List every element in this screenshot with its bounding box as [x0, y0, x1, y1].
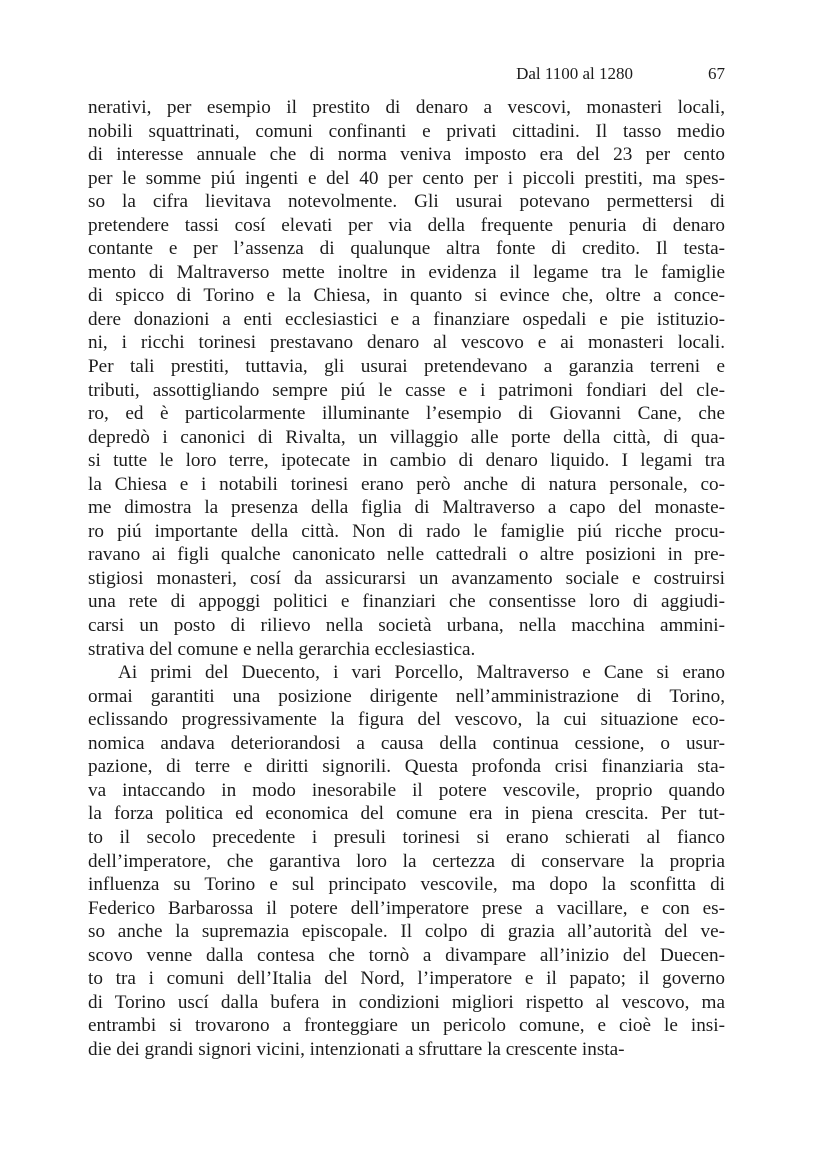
text-line: la Chiesa e i notabili torinesi erano però anche di natura personale, co-	[88, 473, 725, 495]
text-line: influenza su Torino e sul principato vescovile, ma dopo la sconfitta di	[88, 874, 725, 896]
text-line: to il secolo precedente i presuli torinesi si erano schierati al fianco	[88, 826, 725, 848]
text-line: pretendere tassi cosí elevati per via della frequente penuria di denaro	[88, 214, 725, 236]
text-line: mento di Maltraverso mette inoltre in evidenza il legame tra le famiglie	[88, 261, 725, 283]
text-line: carsi un posto di rilievo nella società urbana, nella macchina ammini-	[88, 615, 725, 637]
text-line: per le somme piú ingenti e del 40 per cento per i piccoli prestiti, ma spes-	[88, 167, 725, 189]
text-line: so la cifra lievitava notevolmente. Gli usurai potevano permettersi di	[88, 191, 725, 213]
text-line: dere donazioni a enti ecclesiastici e a finanziare ospedali e pie istituzio-	[88, 308, 725, 330]
running-title: Dal 1100 al 1280	[516, 64, 633, 83]
text-line: Ai primi del Duecento, i vari Porcello, Maltraverso e Cane si erano	[118, 662, 725, 684]
paragraph	[88, 96, 725, 661]
text-line: to tra i comuni dell’Italia del Nord, l’imperatore e il papato; il governo	[88, 968, 725, 990]
text-line: me dimostra la presenza della figlia di Maltraverso a capo del monaste-	[88, 497, 725, 519]
text-line: Federico Barbarossa il potere dell’imperatore prese a vacillare, e con es-	[88, 897, 725, 919]
text-line: strativa del comune e nella gerarchia ecclesiastica.	[88, 638, 476, 660]
text-line: scovo venne dalla contesa che tornò a divampare all’inizio del Duecen-	[88, 944, 725, 966]
text-line: nomica andava deteriorandosi a causa della continua cessione, o usur-	[88, 732, 725, 754]
text-line: ravano ai figli qualche canonicato nelle cattedrali o altre posizioni in pre-	[88, 544, 725, 566]
text-line: ro piú importante della città. Non di rado le famiglie piú ricche procu-	[88, 520, 725, 542]
text-line: dell’imperatore, che garantiva loro la certezza di conservare la propria	[88, 850, 725, 872]
text-line: tributi, assottigliando sempre piú le casse e i patrimoni fondiari del cle-	[88, 379, 725, 401]
paragraph	[88, 661, 725, 1061]
text-line: depredò i canonici di Rivalta, un villaggio alle porte della città, di qua-	[88, 426, 725, 448]
text-line: una rete di appoggi politici e finanziari che consentisse loro di aggiudi-	[88, 591, 725, 613]
text-line: si tutte le loro terre, ipotecate in cambio di denaro liquido. I legami tra	[88, 450, 725, 472]
text-line: so anche la supremazia episcopale. Il colpo di grazia all’autorità del ve-	[88, 921, 725, 943]
text-line: stigiosi monasteri, cosí da assicurarsi un avanzamento sociale e costruirsi	[88, 567, 725, 589]
text-line: di spicco di Torino e la Chiesa, in quanto si evince che, oltre a conce-	[88, 285, 725, 307]
text-line: eclissando progressivamente la figura del vescovo, la cui situazione eco-	[88, 709, 725, 731]
text-line: nobili squattrinati, comuni confinanti e privati cittadini. Il tasso medio	[88, 120, 725, 142]
body-text	[88, 96, 725, 1061]
text-line: va intaccando in modo inesorabile il potere vescovile, proprio quando	[88, 779, 725, 801]
text-line: ro, ed è particolarmente illuminante l’esempio di Giovanni Cane, che	[88, 403, 725, 425]
running-header	[88, 64, 725, 86]
text-line: ni, i ricchi torinesi prestavano denaro al vescovo e ai monasteri locali.	[88, 332, 725, 354]
text-line: di Torino uscí dalla bufera in condizioni migliori rispetto al vescovo, ma	[88, 991, 725, 1013]
text-line: pazione, di terre e diritti signorili. Questa profonda crisi finanziaria sta-	[88, 756, 725, 778]
text-line: nerativi, per esempio il prestito di denaro a vescovi, monasteri locali,	[88, 97, 725, 118]
text-line: contante e per l’assenza di qualunque altra fonte di credito. Il testa-	[88, 238, 725, 260]
text-line: la forza politica ed economica del comune era in piena crescita. Per tut-	[88, 803, 725, 825]
text-line: Per tali prestiti, tuttavia, gli usurai pretendevano a garanzia terreni e	[88, 356, 725, 378]
page-number: 67	[708, 64, 725, 83]
text-line: entrambi si trovarono a fronteggiare un pericolo comune, e cioè le insi-	[88, 1015, 725, 1037]
text-line: ormai garantiti una posizione dirigente nell’amministrazione di Torino,	[88, 685, 725, 707]
text-line: die dei grandi signori vicini, intenzionati a sfruttare la crescente insta-	[88, 1038, 625, 1060]
text-line: di interesse annuale che di norma veniva imposto era del 23 per cento	[88, 144, 725, 166]
